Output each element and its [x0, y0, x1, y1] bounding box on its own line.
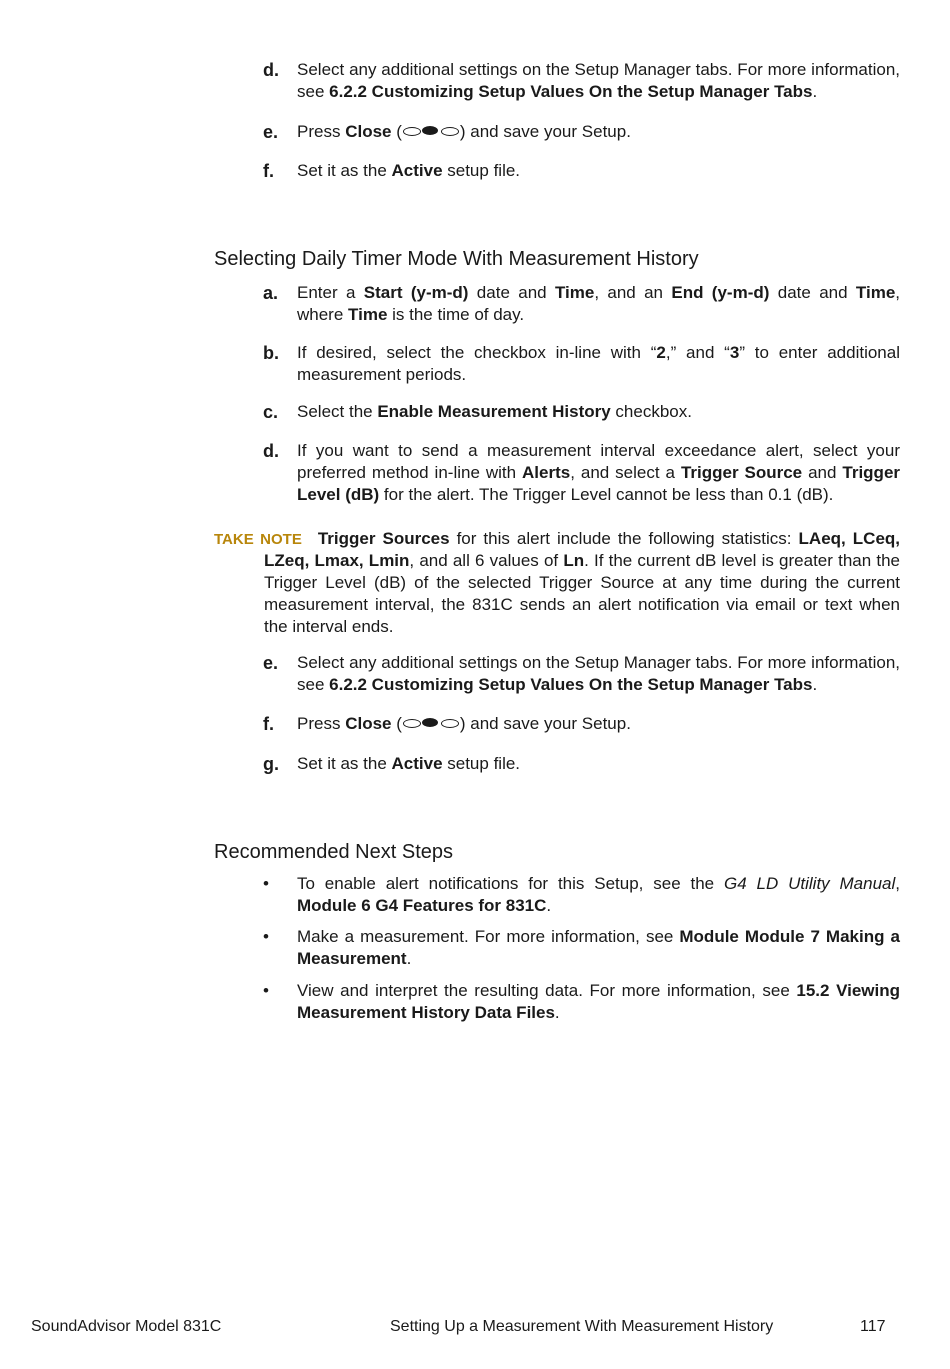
step-f: f. Press Close ( ) and save your Setup. — [263, 714, 631, 734]
section-heading-daily-timer: Selecting Daily Timer Mode With Measurement History — [214, 248, 699, 270]
step-b: b. If desired, select the checkbox in-line with “2,” and “3” to enter additional measurement periods. — [263, 343, 900, 384]
list-item: • View and interpret the resulting data. For more information, see 15.2 Viewing Measurement History Data Files. — [263, 981, 900, 1022]
step-letter: c. — [263, 402, 279, 422]
bullet-icon: • — [263, 981, 269, 1000]
step-letter: d. — [263, 441, 279, 461]
step-c: c. Select the Enable Measurement History checkbox. — [263, 402, 692, 422]
step-a: a. Enter a Start (y-m-d) date and Time, and an End (y-m-d) date and Time, where Time is the time of day. — [263, 283, 901, 324]
step-letter: f. — [263, 161, 274, 181]
close-button-icon — [403, 126, 459, 136]
list-item: • To enable alert notifications for this Setup, see the G4 LD Utility Manual, Module 6 G4 Features for 831C. — [263, 874, 901, 915]
footer-product: SoundAdvisor Model 831C — [31, 1318, 222, 1335]
step-letter: g. — [263, 754, 279, 774]
take-note-label: TAKE NOTE — [214, 531, 302, 548]
step-letter: d. — [263, 60, 279, 80]
cross-reference: 6.2.2 Customizing Setup Values On the Setup Manager Tabs — [329, 82, 813, 101]
take-note-body: LZeq, Lmax, Lmin, and all 6 values of Ln. If the current dB level is greater than the Trigger Level (dB) of the selected Trigger Source at any time during the current measurement interval, the 831C sends an alert notification via email or text when the interval ends. — [264, 551, 900, 636]
step-d-top: d. Select any additional settings on the Setup Manager tabs. For more information, see 6.2.2 Customizing Setup Values On the Setup Manager Tabs. — [263, 60, 900, 101]
list-item: • Make a measurement. For more information, see Module Module 7 Making a Measurement. — [263, 927, 900, 968]
step-letter: b. — [263, 343, 279, 363]
page-number: 117 — [860, 1318, 886, 1335]
step-d: d. If you want to send a measurement interval exceedance alert, select your preferred method in-line with Alerts, and select a Trigger Source and Trigger Level (dB) for the alert. The Trigger Level cannot be less than 0.1 (dB). — [263, 441, 901, 504]
step-letter: e. — [263, 653, 279, 673]
step-f-top: f. Set it as the Active setup file. — [263, 161, 521, 181]
cross-reference: 6.2.2 Customizing Setup Values On the Setup Manager Tabs — [329, 675, 813, 694]
bullet-icon: • — [263, 874, 269, 893]
step-letter: e. — [263, 122, 279, 142]
bullet-icon: • — [263, 927, 269, 946]
step-letter: a. — [263, 283, 279, 303]
step-letter: f. — [263, 714, 274, 734]
step-e: e. Select any additional settings on the Setup Manager tabs. For more information, see 6.2.2 Customizing Setup Values On the Setup Manager Tabs. — [263, 653, 900, 694]
step-g: g. Set it as the Active setup file. — [263, 754, 521, 774]
close-button-icon — [403, 718, 459, 728]
take-note: TAKE NOTE Trigger Sources for this alert include the following statistics: LAeq, LCeq, — [214, 529, 901, 548]
section-heading-next-steps: Recommended Next Steps — [214, 841, 454, 863]
step-e-top: e. Press Close ( ) and save your Setup. — [263, 122, 631, 142]
footer-section-title: Setting Up a Measurement With Measurement History — [390, 1318, 774, 1335]
